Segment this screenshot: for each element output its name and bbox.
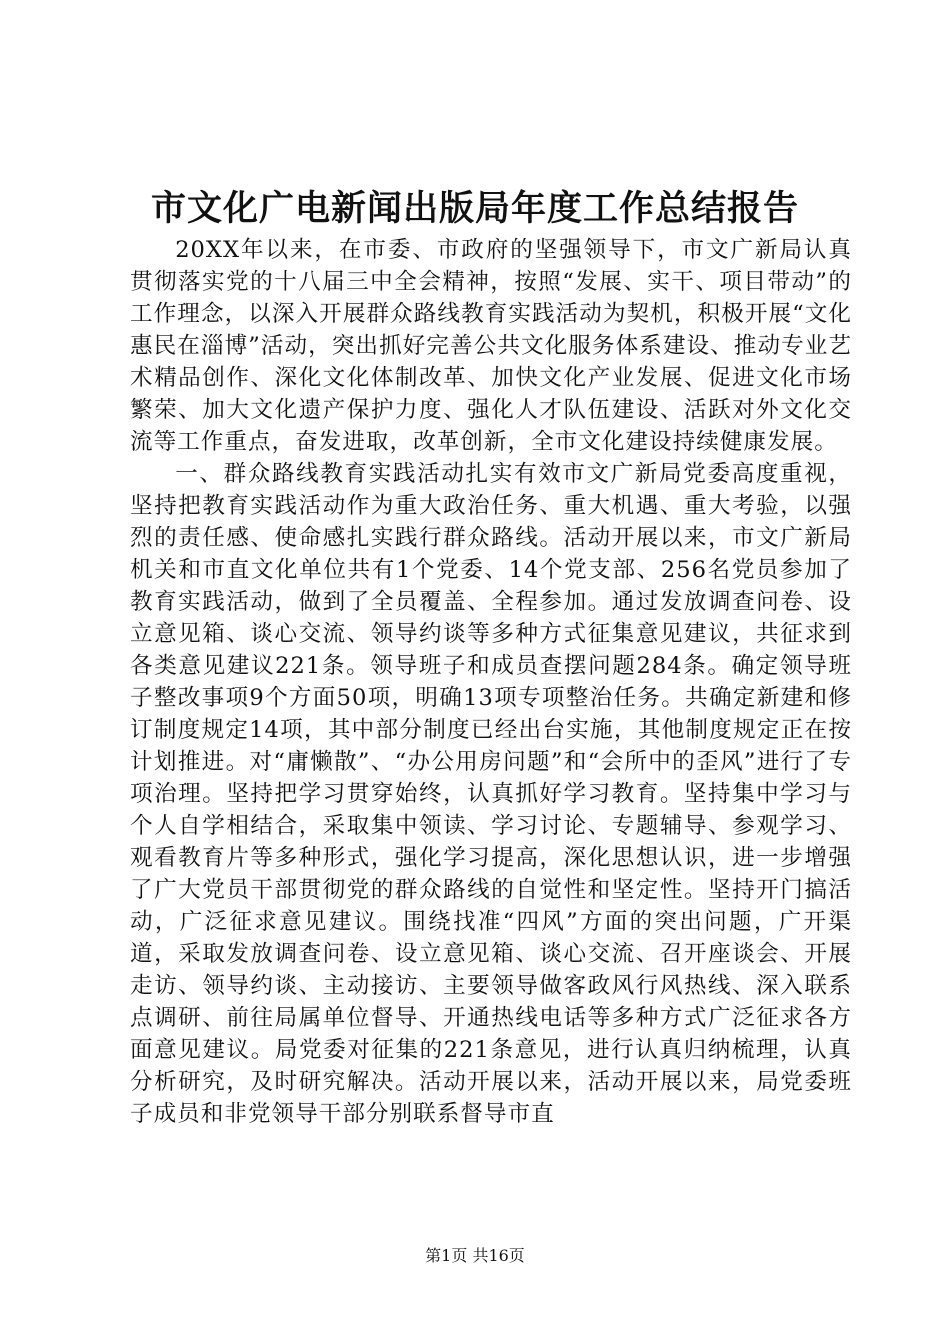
document-body bbox=[130, 234, 852, 1130]
document-title: 市文化广电新闻出版局年度工作总结报告 bbox=[150, 188, 799, 229]
page-number-footer: 第1页 共16页 bbox=[425, 1246, 525, 1265]
paragraph-intro: 20XX年以来，在市委、市政府的坚强领导下，市文广新局认真贯彻落实党的十八届三中全会精神，按照“发展、实干、项目带动”的工作理念，以深入开展群众路线教育实践活动为契机，积极开展“文化惠民在淄博”活动，突出抓好完善公共文化服务体系建设、推动专业艺术精品创作、深化文化体制改革、加快文化产业发展、促进文化市场繁荣、加大文化遗产保护力度、强化人才队伍建设、活跃对外文化交流等工作重点，奋发进取，改革创新，全市文化建设持续健康发展。 bbox=[130, 237, 852, 455]
paragraph-section-1: 一、群众路线教育实践活动扎实有效市文广新局党委高度重视，坚持把教育实践活动作为重大政治任务、重大机遇、重大考验，以强烈的责任感、使命感扎实践行群众路线。活动开展以来，市文广新局机关和市直文化单位共有1个党委、14个党支部、256名党员参加了教育实践活动，做到了全员覆盖、全程参加。通过发放调查问卷、设立意见箱、谈心交流、领导约谈等多种方式征集意见建议，共征求到各类意见建议221条。领导班子和成员查摆问题284条。确定领导班子整改事项9个方面50项，明确13项专项整治任务。共确定新建和修订制度规定14项，其中部分制度已经出台实施，其他制度规定正在按计划推进。对“庸懒散”、“办公用房问题”和“会所中的歪风”进行了专项治理。坚持把学习贯穿始终，认真抓好学习教育。坚持集中学习与个人自学相结合，采取集中领读、学习讨论、专题辅导、参观学习、观看教育片等多种形式，强化学习提高，深化思想认识，进一步增强了广大党员干部贯彻党的群众路线的自觉性和坚定性。坚持开门搞活动，广泛征求意见建议。围绕找准“四风”方面的突出问题，广开渠道，采取发放调查问卷、设立意见箱、谈心交流、召开座谈会、开展走访、领导约谈、主动接访、主要领导做客政风行风热线、深入联系点调研、前往局属单位督导、开通热线电话等多种方式广泛征求各方面意见建议。局党委对征集的221条意见，进行认真归纳梳理，认真分析研究，及时研究解决。活动开展以来，活动开展以来，局党委班子成员和非党领导干部分别联系督导市直 bbox=[130, 461, 852, 1127]
